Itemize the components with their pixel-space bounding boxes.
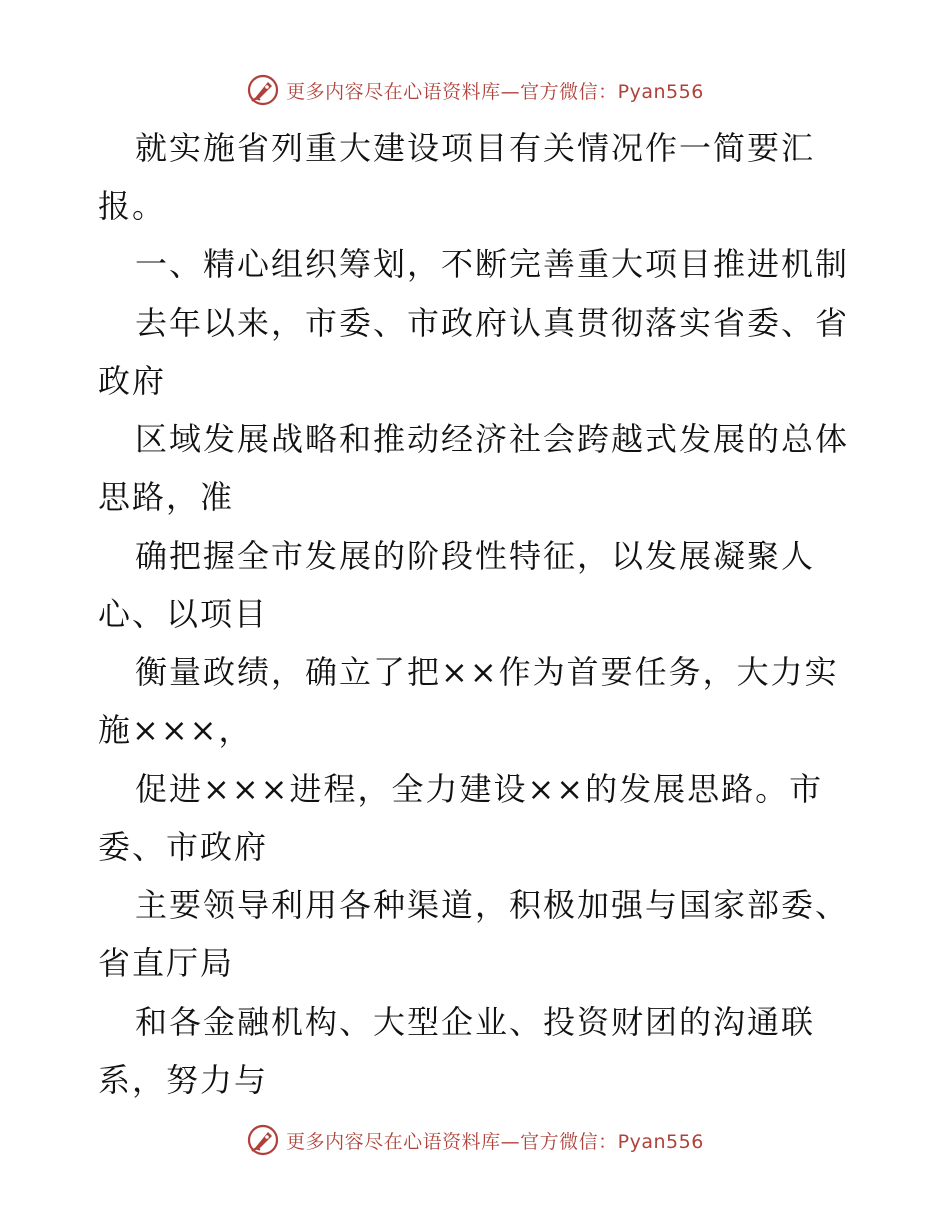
text-line: 心、以项目 bbox=[98, 595, 269, 633]
text-line: 政府 bbox=[98, 362, 167, 400]
text-line: 施×××， bbox=[98, 711, 253, 749]
text-line: 系，努力与 bbox=[98, 1061, 269, 1099]
text-line: 思路，准 bbox=[98, 478, 235, 516]
pen-nib-logo-icon bbox=[246, 1123, 280, 1157]
text-line: 区域发展战略和推动经济社会跨越式发展的总体 bbox=[135, 420, 850, 458]
section-heading: 一、精心组织筹划，不断完善重大项目推进机制 bbox=[135, 245, 850, 283]
text-line: 主要领导利用各种渠道，积极加强与国家部委、 bbox=[135, 886, 850, 924]
text-line: 就实施省列重大建设项目有关情况作一简要汇 bbox=[135, 129, 816, 167]
text-line: 衡量政绩，确立了把××作为首要任务，大力实 bbox=[135, 653, 839, 691]
text-line: 报。 bbox=[98, 187, 167, 225]
text-line: 确把握全市发展的阶段性特征，以发展凝聚人 bbox=[135, 537, 816, 575]
pen-nib-logo-icon bbox=[246, 73, 280, 107]
text-line: 和各金融机构、大型企业、投资财团的沟通联 bbox=[135, 1003, 816, 1041]
text-line: 委、市政府 bbox=[98, 828, 269, 866]
text-line: 促进×××进程，全力建设××的发展思路。市 bbox=[135, 770, 824, 808]
text-line: 去年以来，市委、市政府认真贯彻落实省委、省 bbox=[135, 304, 850, 342]
footer-watermark-banner bbox=[0, 1120, 950, 1160]
text-line: 省直厅局 bbox=[98, 944, 235, 982]
watermark-text: 更多内容尽在心语资料库—官方微信：Pyan556 bbox=[286, 1130, 704, 1153]
header-watermark-banner bbox=[0, 70, 950, 110]
watermark-text: 更多内容尽在心语资料库—官方微信：Pyan556 bbox=[286, 80, 704, 103]
